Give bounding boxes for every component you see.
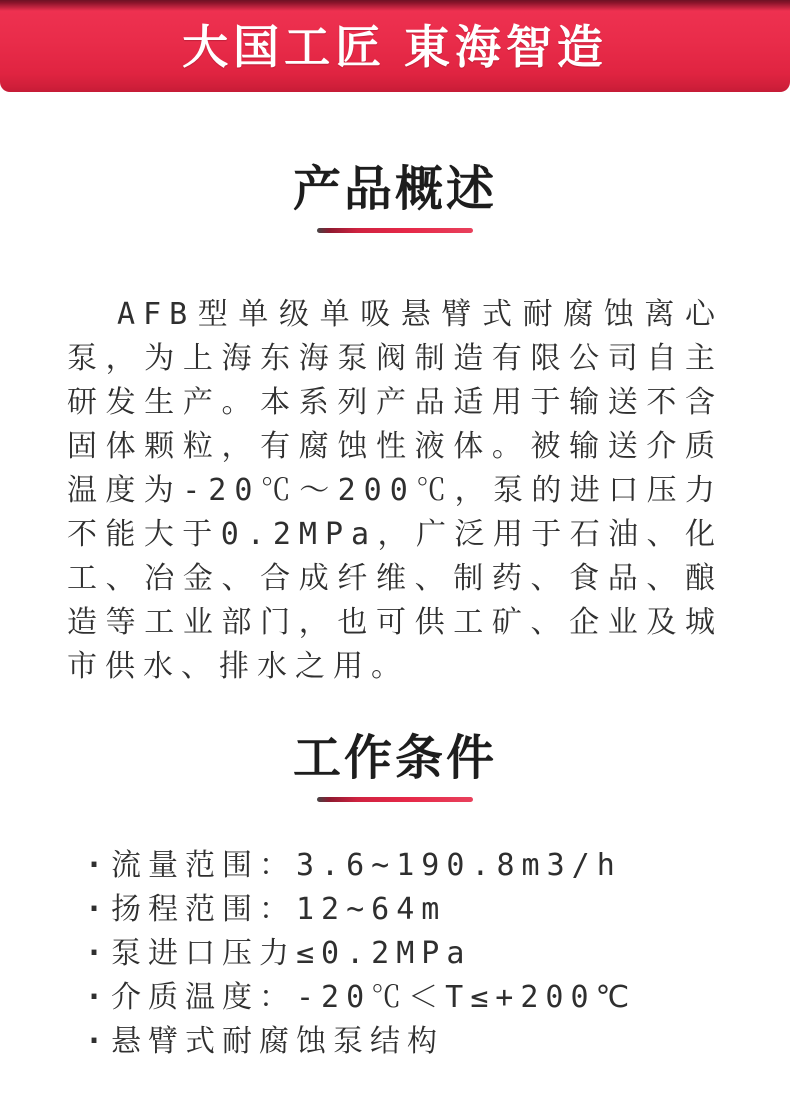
conditions-section-title: 工作条件: [292, 732, 497, 785]
list-item-medium-temperature: [85, 976, 790, 1020]
list-item-label: 泵进口压力≤0.2MPa: [111, 936, 472, 971]
bullet-dot-icon: ·: [85, 936, 104, 971]
list-item-flow-range: [85, 844, 790, 888]
section-product-overview: [0, 92, 790, 689]
conditions-list: [85, 844, 790, 1064]
list-item-inlet-pressure: [85, 932, 790, 976]
overview-paragraph: AFB型单级单吸悬臂式耐腐蚀离心泵，为上海东海泵阀制造有限公司自主研发生产。本系列产品适用于输送不含固体颗粒，有腐蚀性液体。被输送介质温度为-20℃～200℃，泵的进口压力不能大于0.2MPa，广泛用于石油、化工、冶金、合成纤维、制药、食品、酿造等工业部门，也可供工矿、企业及城市供水、排水之用。: [67, 297, 723, 684]
bullet-dot-icon: ·: [85, 892, 104, 927]
bullet-dot-icon: ·: [85, 1024, 104, 1059]
overview-title-underline: [317, 228, 473, 233]
section-working-conditions: [0, 689, 790, 1064]
list-item-label: 流量范围：3.6~190.8m3/h: [111, 848, 622, 883]
list-item-head-range: [85, 888, 790, 932]
banner: [0, 0, 790, 92]
bullet-dot-icon: ·: [85, 980, 104, 1015]
list-item-label: 扬程范围：12~64m: [111, 892, 447, 927]
list-item-label: 介质温度：-20℃＜T≤+200℃: [111, 980, 637, 1015]
list-item-structure: [85, 1020, 790, 1064]
overview-section-title: 产品概述: [292, 163, 497, 216]
list-item-label: 悬臂式耐腐蚀泵结构: [111, 1024, 444, 1059]
bullet-dot-icon: ·: [85, 848, 104, 883]
conditions-title-underline: [317, 797, 473, 802]
banner-title: 大国工匠 東海智造: [182, 21, 608, 73]
